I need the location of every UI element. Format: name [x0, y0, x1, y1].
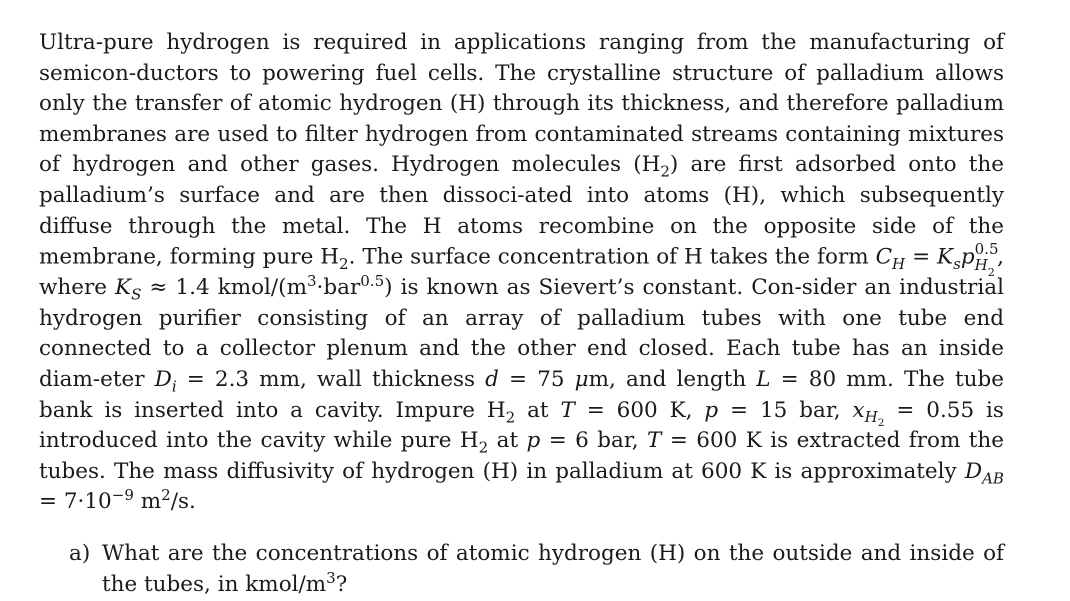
question-end: ?	[335, 571, 348, 597]
superscript: 3	[326, 568, 336, 587]
text-segment: Ultra-pure hydrogen is required in applications ranging from the manufacturing of semicon-ductors to powering fuel cells. The crystalline structure of palladium allows only the transfer of atomic hydrogen (H) through its thickness, and therefore palladium membranes are used to filter hydrogen from contaminated streams containing mixtures of hydrogen and other gases. Hydrogen molecules (H	[39, 30, 1004, 178]
math-symbol: p	[704, 397, 719, 423]
math-symbol: d	[485, 367, 499, 393]
text-segment: = 15 bar,	[718, 397, 853, 423]
subscript: i	[171, 377, 177, 396]
text-segment: at	[488, 428, 527, 454]
subscript: 2	[987, 266, 995, 280]
subscript: 2	[660, 162, 670, 181]
text-segment: = 6 bar,	[540, 428, 648, 454]
text-segment: . The surface concentration of H takes the form	[348, 244, 876, 270]
math-symbol: p	[526, 428, 541, 454]
math-symbol: T	[560, 397, 575, 423]
math-symbol: x	[852, 397, 865, 423]
text-segment: = 2.3 mm, wall thickness	[176, 367, 486, 393]
subscript: AB	[982, 469, 1004, 488]
text-segment: /s.	[170, 489, 196, 515]
text-segment: = 7·10	[39, 489, 112, 515]
math-symbol: C	[875, 244, 893, 270]
math-symbol: K	[937, 244, 954, 270]
text-segment: ) is known as Sievert’s constant. Con-sider an industrial hydrogen purifier consisting of an array of palladium tubes with one tube end connected to a collector plenum and the other end closed. Each tube has an inside diam-eter	[39, 275, 1004, 393]
superscript: 3	[306, 272, 317, 291]
text-segment: = 80 mm. The tube bank is inserted into a cavity. Impure H	[39, 367, 1004, 423]
text-segment: ≈ 1.4 kmol/(m	[141, 275, 307, 301]
question-text: What are the concentrations of atomic hydrogen (H) on the outside and inside of the tubes, in kmol/m	[102, 541, 1004, 597]
math-symbol: μ	[574, 367, 589, 393]
math-symbol: T	[647, 428, 662, 454]
text-segment: = 600 K,	[574, 397, 705, 423]
problem-document	[39, 28, 1004, 600]
text-segment: at	[515, 397, 561, 423]
text-segment: = 600 K is extracted from the tubes. The mass diffusivity of hydrogen (H) in palladium at 600 K is approximately	[39, 428, 1004, 484]
text-segment: m	[133, 489, 162, 515]
question-text-block	[102, 539, 1004, 600]
superscript: 2	[161, 486, 171, 505]
subscript: S	[131, 285, 142, 304]
superscript: 0.5	[974, 239, 999, 258]
question-a	[69, 539, 1004, 600]
math-symbol: K	[115, 275, 132, 301]
math-operator: =	[905, 244, 938, 270]
subscript: H	[974, 256, 988, 275]
subscript: 2	[478, 438, 489, 457]
subscript-stack	[975, 250, 995, 281]
text-segment: = 75	[498, 367, 575, 393]
subscript: H	[892, 254, 906, 273]
math-symbol: L	[756, 367, 771, 393]
superscript: 0.5	[360, 272, 385, 291]
superscript: −9	[111, 486, 134, 505]
subscript: 2	[338, 254, 349, 273]
math-symbol: D	[154, 367, 172, 393]
subscript: 2	[877, 416, 885, 429]
math-symbol: D	[964, 458, 983, 484]
text-segment: = 0.55 is introduced into the cavity while pure H	[39, 397, 1004, 454]
subscript: H	[864, 407, 878, 426]
sup-sub-stack	[974, 239, 999, 280]
problem-paragraph	[39, 28, 1004, 518]
text-segment: ) are first adsorbed onto the palladium’s surface and are then dissoci-ated into atoms (H), which subsequently diffuse through the metal. The H atoms recombine on the opposite side of the membrane, forming pure H	[39, 152, 1004, 270]
text-segment: m, and length	[588, 367, 757, 393]
text-segment: , where	[39, 244, 1004, 301]
subscript: 2	[505, 407, 516, 426]
math-symbol: p	[960, 244, 975, 270]
question-marker: a)	[69, 541, 91, 566]
subscript-group	[864, 407, 885, 429]
subscript: s	[953, 254, 961, 273]
text-segment: ·bar	[316, 275, 361, 301]
